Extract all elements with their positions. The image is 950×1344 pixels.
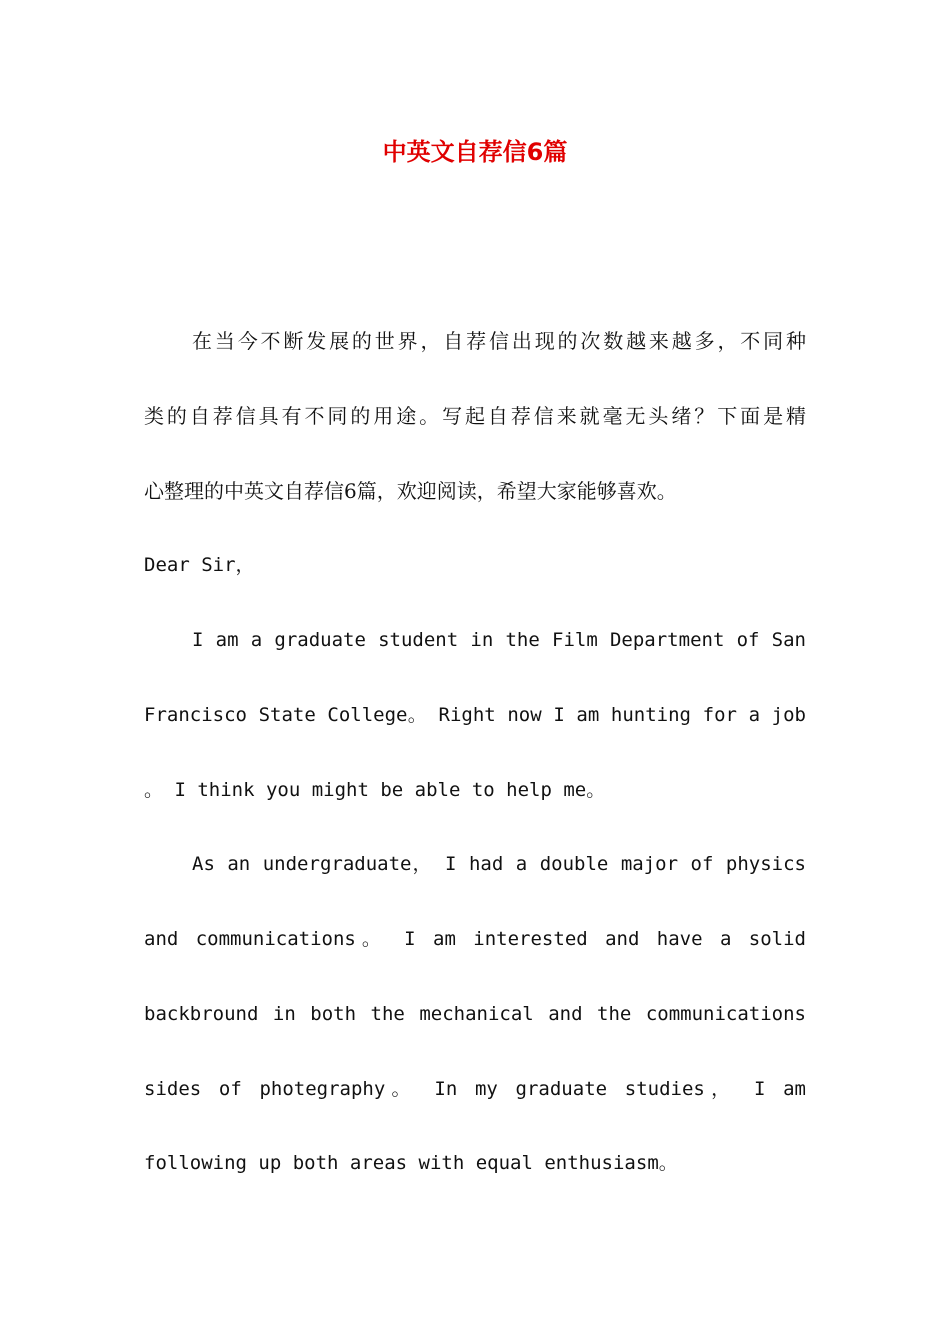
letter-line-7: sides of photegraphy。 In my graduate studies， I am (144, 1078, 806, 1100)
letter-line-6: backbround in both the mechanical and the communications (144, 1003, 806, 1025)
document-title: 中英文自荐信6篇 (382, 138, 568, 166)
letter-line-5: and communications。 I am interested and have a solid (144, 928, 806, 950)
salutation: Dear Sir， (144, 554, 255, 576)
intro-line-1: 在当今不断发展的世界，自荐信出现的次数越来越多，不同种 (192, 329, 806, 353)
letter-line-2: Francisco State College。 Right now I am hunting for a job (144, 704, 806, 726)
letter-line-3: 。 I think you might be able to help me。 (144, 779, 606, 801)
intro-line-2: 类的自荐信具有不同的用途。写起自荐信来就毫无头绪？下面是精 (144, 404, 806, 428)
letter-line-4: As an undergraduate， I had a double major of physics (192, 853, 806, 875)
letter-line-1: I am a graduate student in the Film Department of San (192, 629, 806, 651)
intro-line-3: 心整理的中英文自荐信6篇，欢迎阅读，希望大家能够喜欢。 (144, 479, 677, 503)
letter-line-8: following up both areas with equal enthusiasm。 (144, 1152, 678, 1174)
